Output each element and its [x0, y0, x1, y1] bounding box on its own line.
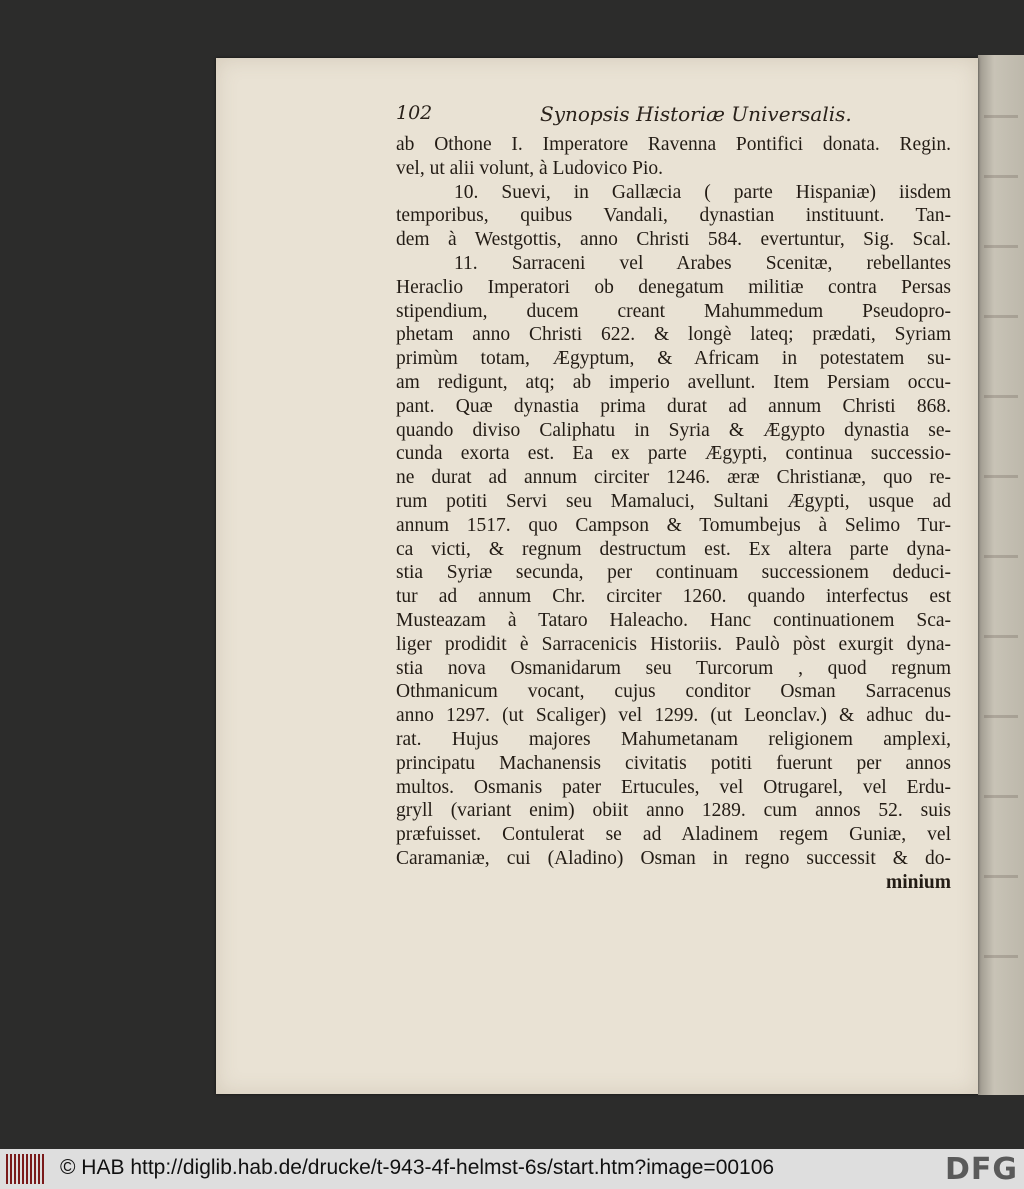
page-header: [396, 102, 852, 128]
text-line: vel, ut alii volunt, à Ludovico Pio.: [396, 157, 664, 179]
text-line: quando diviso Caliphatu in Syria & Ægypto dynastia se-: [396, 419, 951, 441]
text-line: Othmanicum vocant, cujus conditor Osman Sarracenus: [396, 681, 951, 703]
text-line: principatu Machanensis civitatis potiti fuerunt per annos: [396, 752, 951, 774]
text-line: multos. Osmanis pater Ertucules, vel Otrugarel, vel Erdu-: [396, 776, 951, 798]
dfg-logo: DFG: [944, 1152, 1018, 1187]
text-line: liger prodidit è Sarracenicis Historiis. Paulò pòst exurgit dyna-: [396, 633, 951, 655]
running-title: Synopsis Historiæ Universalis.: [540, 102, 852, 126]
text-line: temporibus, quibus Vandali, dynastian instituunt. Tan-: [396, 205, 951, 227]
hab-barcode-logo-icon: [6, 1154, 46, 1184]
copyright-link[interactable]: © HAB http://diglib.hab.de/drucke/t-943-4f-helmst-6s/start.htm?image=00106: [60, 1156, 775, 1179]
catchword: minium: [885, 871, 951, 893]
text-line: annum 1517. quo Campson & Tomumbejus à Selimo Tur-: [396, 514, 951, 536]
text-line: cunda exorta est. Ea ex parte Ægypti, continua successio-: [396, 443, 951, 465]
text-line: stia Syriæ secunda, per continuam successionem deduci-: [396, 562, 951, 584]
text-line: 10. Suevi, in Gallæcia ( parte Hispaniæ) iisdem: [454, 181, 951, 203]
text-line: am redigunt, atq; ab imperio avellunt. Item Persiam occu-: [396, 371, 951, 393]
text-line: rat. Hujus majores Mahumetanam religionem amplexi,: [396, 728, 951, 750]
viewer-footer: [0, 1149, 1024, 1189]
text-line: ne durat ad annum circiter 1246. æræ Christianæ, quo re-: [396, 467, 951, 489]
text-line: gryll (variant enim) obiit anno 1289. cum annos 52. suis: [396, 800, 951, 822]
text-line: Musteazam à Tataro Haleacho. Hanc continuationem Sca-: [396, 609, 951, 631]
text-line: præfuisset. Contulerat se ad Aladinem regem Guniæ, vel: [396, 824, 951, 846]
text-line: ab Othone I. Imperatore Ravenna Pontifici donata. Regin.: [396, 134, 951, 155]
text-line: stipendium, ducem creant Mahummedum Pseudopro-: [396, 300, 951, 322]
text-line: dem à Westgottis, anno Christi 584. evertuntur, Sig. Scal.: [396, 229, 951, 251]
page-number: 102: [396, 102, 433, 124]
text-line: stia nova Osmanidarum seu Turcorum , quod regnum: [396, 657, 951, 679]
text-line: ca victi, & regnum destructum est. Ex altera parte dyna-: [396, 538, 951, 560]
text-line: tur ad annum Chr. circiter 1260. quando interfectus est: [396, 586, 951, 608]
text-line: anno 1297. (ut Scaliger) vel 1299. (ut Leonclav.) & adhuc du-: [396, 705, 951, 727]
text-line: rum potiti Servi seu Mamaluci, Sultani Ægypti, usque ad: [396, 490, 951, 512]
body-text: [396, 133, 951, 895]
facing-page-edge: [978, 55, 1024, 1095]
book-page: [216, 58, 978, 1094]
text-line: 11. Sarraceni vel Arabes Scenitæ, rebellantes: [454, 252, 951, 274]
text-line: phetam anno Christi 622. & longè lateq; prædati, Syriam: [396, 324, 951, 346]
text-line: primùm totam, Ægyptum, & Africam in potestatem su-: [396, 348, 951, 370]
text-line: pant. Quæ dynastia prima durat ad annum Christi 868.: [396, 395, 951, 417]
text-line: Heraclio Imperatori ob denegatum militiæ contra Persas: [396, 276, 951, 298]
text-line: Caramaniæ, cui (Aladino) Osman in regno successit & do-: [396, 847, 951, 869]
